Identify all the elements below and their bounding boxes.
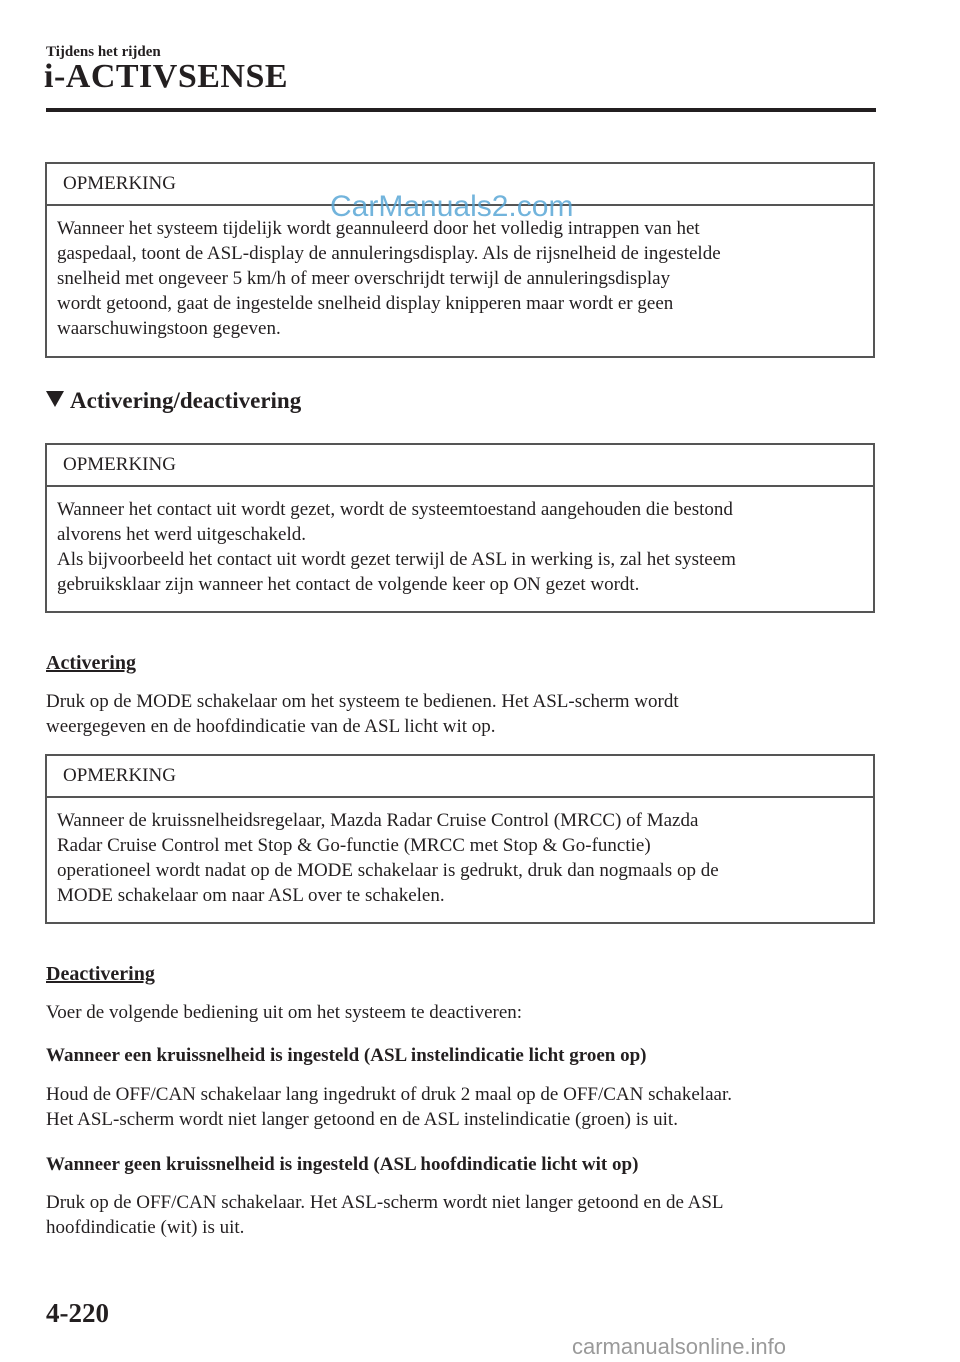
note-line: MODE schakelaar om naar ASL over te schakelen. bbox=[57, 885, 445, 906]
deactivering-heading: Deactivering bbox=[46, 963, 155, 985]
note-text bbox=[47, 798, 873, 920]
note-line: waarschuwingstoon gegeven. bbox=[57, 318, 281, 339]
text-line: Houd de OFF/CAN schakelaar lang ingedrukt of druk 2 maal op de OFF/CAN schakelaar. bbox=[46, 1084, 732, 1105]
text-line: Druk op de MODE schakelaar om het systeem te bedienen. Het ASL-scherm wordt bbox=[46, 691, 679, 712]
activering-text bbox=[46, 689, 876, 739]
note-line: operationeel wordt nadat op de MODE schakelaar is gedrukt, druk dan nogmaals op de bbox=[57, 860, 719, 881]
note-label: OPMERKING bbox=[47, 164, 873, 206]
note-text bbox=[47, 206, 873, 353]
note-line: Als bijvoorbeeld het contact uit wordt gezet terwijl de ASL in werking is, zal het systeem bbox=[57, 549, 736, 570]
section-title-text: Activering/deactivering bbox=[70, 388, 302, 413]
page-number: 4-220 bbox=[46, 1298, 109, 1328]
note-text bbox=[47, 487, 873, 609]
note-line: snelheid met ongeveer 5 km/h of meer overschrijdt terwijl de annuleringsdisplay bbox=[57, 268, 671, 289]
text-line: Het ASL-scherm wordt niet langer getoond en de ASL instelindicatie (groen) is uit. bbox=[46, 1109, 678, 1130]
case1-title: Wanneer een kruissnelheid is ingesteld (ASL instelindicatie licht groen op) bbox=[46, 1045, 647, 1066]
note-line: wordt getoond, gaat de ingestelde snelheid display knipperen maar wordt er geen bbox=[57, 293, 674, 314]
note-box-3 bbox=[45, 754, 875, 924]
note-line: Wanneer het systeem tijdelijk wordt geannuleerd door het volledig intrappen van het bbox=[57, 218, 700, 239]
deactivering-intro: Voer de volgende bediening uit om het systeem te deactiveren: bbox=[46, 1002, 523, 1023]
note-line: alvorens het werd uitgeschakeld. bbox=[57, 524, 307, 545]
note-label: OPMERKING bbox=[47, 445, 873, 487]
triangle-bullet-icon bbox=[46, 391, 64, 407]
text-line: Druk op de OFF/CAN schakelaar. Het ASL-scherm wordt niet langer getoond en de ASL bbox=[46, 1192, 724, 1213]
footer-site: carmanualsonline.info bbox=[572, 1334, 787, 1359]
activering-heading: Activering bbox=[46, 652, 136, 674]
text-line: weergegeven en de hoofdindicatie van de ASL licht wit op. bbox=[46, 716, 496, 737]
chapter-label: Tijdens het rijden bbox=[46, 44, 161, 60]
note-line: Wanneer het contact uit wordt gezet, wordt de systeemtoestand aangehouden die bestond bbox=[57, 499, 733, 520]
page-title: i-ACTIVSENSE bbox=[44, 58, 289, 95]
watermark: CarManuals2.com bbox=[330, 190, 574, 223]
section-title bbox=[46, 388, 301, 414]
note-label: OPMERKING bbox=[47, 756, 873, 798]
case1-text bbox=[46, 1082, 876, 1132]
text-line: hoofdindicatie (wit) is uit. bbox=[46, 1217, 245, 1238]
note-box-2 bbox=[45, 443, 875, 613]
case2-text bbox=[46, 1190, 876, 1240]
note-line: Wanneer de kruissnelheidsregelaar, Mazda Radar Cruise Control (MRCC) of Mazda bbox=[57, 810, 699, 831]
header-divider bbox=[46, 108, 876, 112]
case2-title: Wanneer geen kruissnelheid is ingesteld (ASL hoofdindicatie licht wit op) bbox=[46, 1154, 639, 1175]
note-line: gaspedaal, toont de ASL-display de annuleringsdisplay. Als de rijsnelheid de ingestelde bbox=[57, 243, 721, 264]
note-line: gebruiksklaar zijn wanneer het contact de volgende keer op ON gezet wordt. bbox=[57, 574, 640, 595]
note-line: Radar Cruise Control met Stop & Go-functie (MRCC met Stop & Go-functie) bbox=[57, 835, 651, 856]
